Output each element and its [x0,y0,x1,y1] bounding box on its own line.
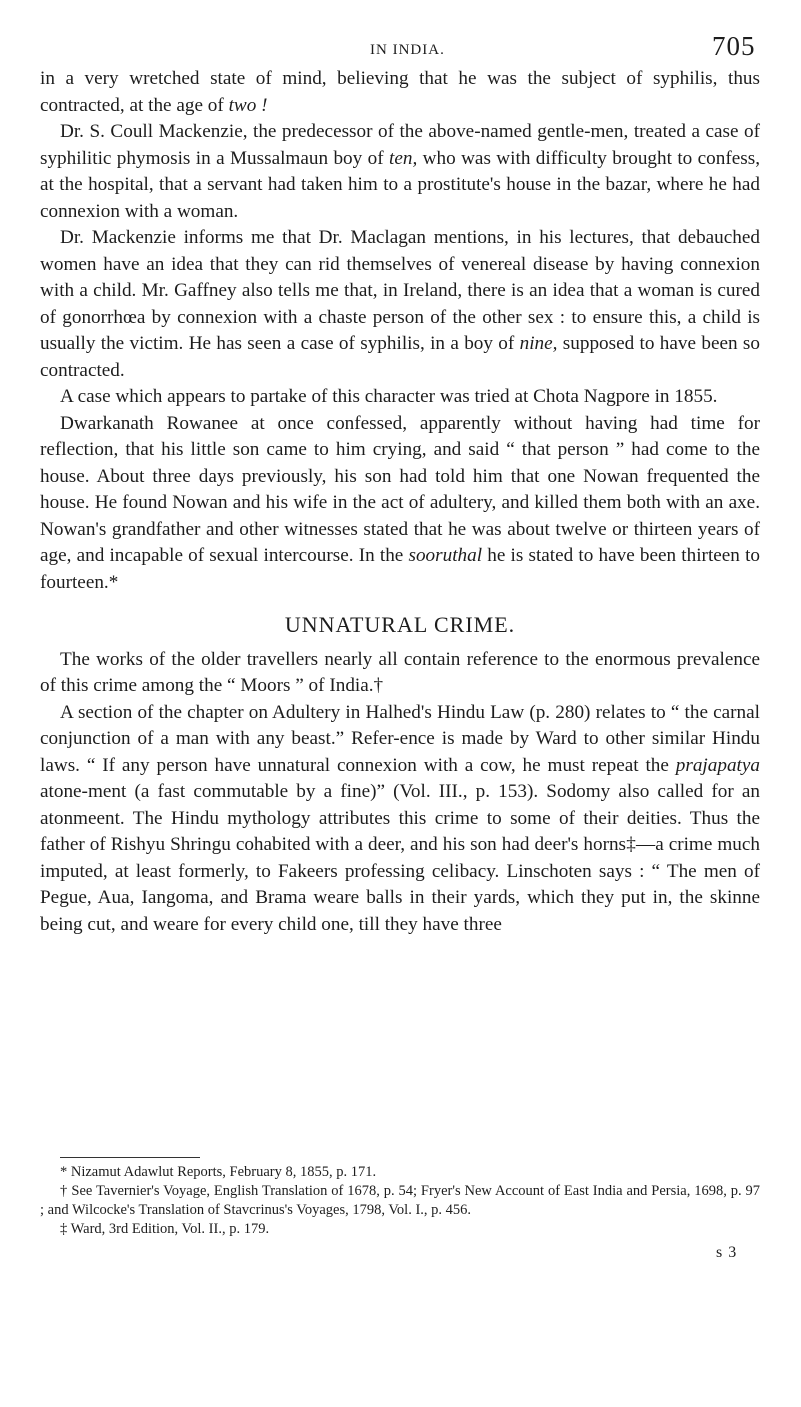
signature-mark: s 3 [716,1244,738,1261]
paragraph [40,411,760,597]
footnote: * Nizamut Adawlut Reports, February 8, 1855, p. 171. [60,1164,377,1180]
text-run: he is stated to have been thirteen to fourteen.* [40,545,760,593]
italic-text: ten, [389,147,418,169]
paragraph [40,700,760,939]
italic-text: nine, [519,333,558,354]
text-run: A case which appears to partake of this character was tried at Chota Nagpore in 1855. [60,386,718,407]
paragraph-group-1 [40,66,760,596]
footnote-rule [60,1157,200,1158]
paragraph [40,225,760,384]
footnote: ‡ Ward, 3rd Edition, Vol. II., p. 179. [60,1221,270,1237]
running-title: IN INDIA. [370,42,445,58]
section-heading: UNNATURAL CRIME. [284,612,516,637]
italic-text: sooruthal [408,545,483,566]
paragraph-group-2 [40,647,760,939]
paragraph [40,66,760,119]
italic-text: two ! [228,94,268,116]
text-run: in a very wretched state of mind, believing that he was the subject of syphilis, thus contracted, at the age of [40,68,760,116]
footnotes [40,1163,760,1239]
italic-text: prajapatya [675,754,760,776]
text-run: A section of the chapter on Adultery in Halhed's Hindu Law (p. 280) relates to “ the carnal conjunction of a man with any beast.” Refer-ence is made by Ward to other similar Hindu laws. “ If any person have unnatural connexion with a cow, he must repeat the [40,701,760,776]
paragraph [40,384,760,411]
body-text [40,66,760,938]
paragraph [40,119,760,225]
text-run: supposed to have been so contracted. [40,333,760,381]
text-run: Dr. Mackenzie informs me that Dr. Maclagan mentions, in his lectures, that debauched women have an idea that they can rid themselves of venereal disease by having connexion with a child. Mr. Gaffney also tells me that, in Ireland, there is an idea that a woman is cured of gonorrhœa by connexion with a chaste person of the other sex : to ensure this, a child is usually the victim. He has seen a case of syphilis, in a boy of [40,227,760,354]
text-run: The works of the older travellers nearly all contain reference to the enormous prevalence of this crime among the “ Moors ” of India.† [40,648,760,696]
text-run: Dwarkanath Rowanee at once confessed, apparently without having had time for reflection, that his little son came to him crying, and said “ that person ” had come to the house. About three days previously, his son had told him that one Nowan frequented the house. He found Nowan and his wife in the act of adultery, and killed them both with an axe. Nowan's grandfather and other witnesses stated that he was about twelve or thirteen years of age, and incapable of sexual intercourse. In the [40,412,760,566]
text-run: atone-ment (a fast commutable by a fine)” (Vol. III., p. 153). Sodomy also called for an atonmeent. The Hindu mythology attributes this crime to some of their deities. Thus the father of Rishyu Shringu cohabited with a deer, and his son had deer's horns‡—a crime much imputed, at least formerly, to Fakeers professing celibacy. Linschoten says : “ The men of Pegue, Aua, Iangoma, and Brama weare balls in their yards, which they put in, the skinne being cut, and weare for every child one, till they have three [40,781,760,935]
page-number: 705 [712,31,756,61]
footnote: † See Tavernier's Voyage, English Translation of 1678, p. 54; Fryer's New Account of East India and Persia, 1698, p. 97 ; and Wilcocke's Translation of Stavcrinus's Voyages, 1798, Vol. I., p. 456. [40,1183,760,1218]
text-run: Dr. S. Coull Mackenzie, the predecessor of the above-named gentle-men, treated a case of syphilitic phymosis in a Mussalmaun boy of [40,121,760,169]
running-head [0,22,801,62]
text-run: who was with difficulty brought to confess, at the hospital, that a servant had taken him to a prostitute's house in the bazar, where he had connexion with a woman. [40,147,760,222]
paragraph [40,647,760,700]
